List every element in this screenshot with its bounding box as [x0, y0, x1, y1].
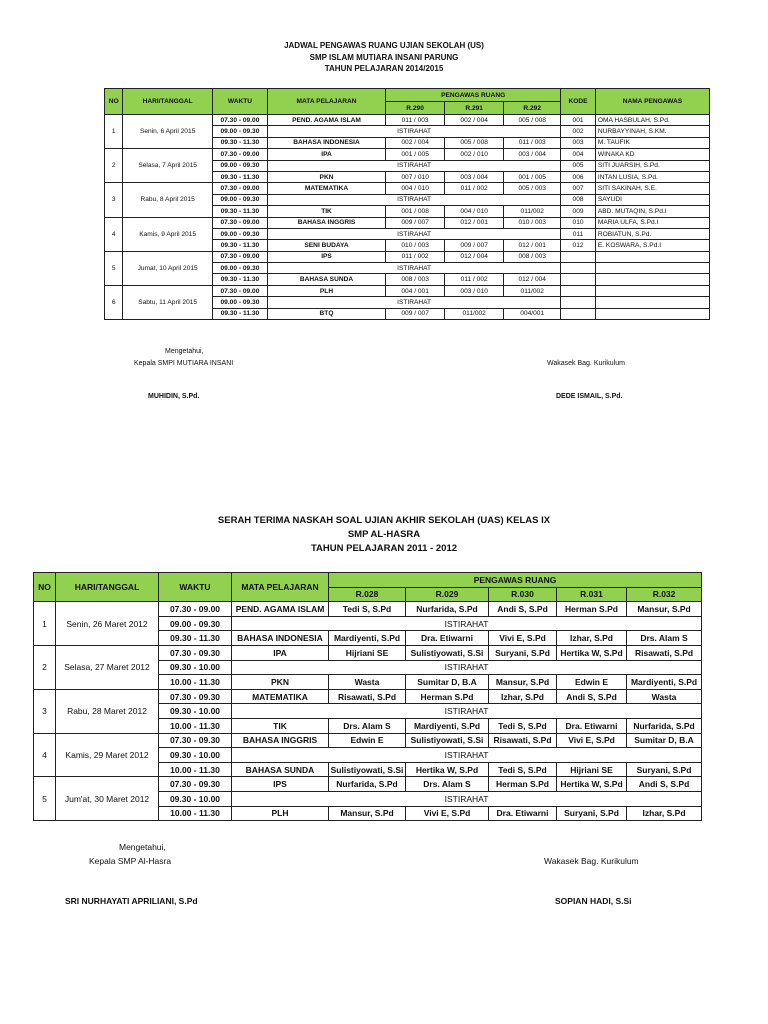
supervisor-name: INTAN LUSIA, S.Pd.: [595, 171, 709, 182]
room-cell: 011 / 003: [386, 115, 445, 126]
nama-header: NAMA PENGAWAS: [595, 89, 709, 115]
room-cell: Sulistiyowati, S.Si: [329, 762, 406, 777]
doc2-sign-left-label2: Kepala SMP Al-Hasra: [89, 856, 172, 866]
time-cell: 09.30 - 11.30: [212, 206, 267, 217]
subject-cell: BTQ: [267, 308, 385, 319]
room-cell: 010 / 003: [504, 217, 561, 228]
doc2-title-line: SERAH TERIMA NASKAH SOAL UJIAN AKHIR SEKOLAH (UAS) KELAS IX: [217, 515, 551, 526]
supervisor-name: M. TAUFIK: [595, 137, 709, 148]
day-date: Senin, 6 April 2015: [123, 115, 213, 149]
supervisor-name: OMA HASBULAH, S.Pd.: [595, 115, 709, 126]
room-cell: Vivi E, S.Pd: [489, 631, 557, 646]
supervisor-name: ROBIATUN, S.Pd.: [595, 228, 709, 239]
table-row: [105, 285, 710, 296]
room-cell: Hijriani SE: [329, 645, 406, 660]
supervisor-name-empty: [595, 274, 709, 285]
time-cell: 07.30 - 09.00: [212, 149, 267, 160]
room-cell: 004 / 010: [445, 206, 504, 217]
day-date: Kamis, 9 April 2015: [123, 217, 213, 251]
room-cell: 004 / 010: [386, 183, 445, 194]
doc2-title: [0, 514, 768, 556]
supervisor-name-empty: [595, 251, 709, 262]
day-date: Selasa, 7 April 2015: [123, 149, 213, 183]
room-cell: 004 / 001: [386, 285, 445, 296]
room-cell: 002 / 004: [445, 115, 504, 126]
time-header: WAKTU: [212, 89, 267, 115]
time-cell: 10.00 - 11.30: [159, 718, 232, 733]
subject-cell: PEND. AGAMA ISLAM: [267, 115, 385, 126]
break-cell: ISTIRAHAT: [267, 126, 560, 137]
pengawas-ruang-header: PENGAWAS RUANG: [386, 89, 561, 102]
room-cell: Dra. Etiwarni: [406, 631, 489, 646]
time-cell: 07.30 - 09.00: [212, 285, 267, 296]
day-date: Senin, 26 Maret 2012: [56, 602, 159, 646]
table-row: [34, 777, 702, 792]
supervisor-code-empty: [561, 285, 596, 296]
supervisor-name-empty: [595, 263, 709, 274]
doc1-sign-right-name: DEDE ISMAIL, S.Pd.: [556, 393, 623, 400]
time-cell: 10.00 - 11.30: [159, 762, 232, 777]
subject-cell: IPA: [267, 149, 385, 160]
room-cell: Wasta: [329, 675, 406, 690]
time-cell: 09.00 - 09.30: [212, 126, 267, 137]
room-cell: 003 / 004: [445, 171, 504, 182]
supervisor-code: 009: [561, 206, 596, 217]
day-header: HARI/TANGGAL: [123, 89, 213, 115]
subject-cell: PLH: [267, 285, 385, 296]
subject-cell: PKN: [232, 675, 329, 690]
doc1-sign-left-label1: Mengetahui,: [165, 348, 204, 355]
room-cell: 011/002: [445, 308, 504, 319]
day-number: 4: [34, 733, 56, 777]
room-cell: 003 / 004: [504, 149, 561, 160]
room-cell: Suryani, S.Pd: [557, 806, 627, 821]
supervisor-code: 011: [561, 228, 596, 239]
room-cell: Vivi E, S.Pd: [406, 806, 489, 821]
supervisor-code: 006: [561, 171, 596, 182]
doc2-sign-right-name: SOPIAN HADI, S.Si: [555, 896, 632, 906]
doc2-schedule-table: [33, 572, 702, 821]
day-number: 5: [34, 777, 56, 821]
supervisor-name: SAYUDI: [595, 194, 709, 205]
supervisor-name: SITI JUARSIH, S.Pd.: [595, 160, 709, 171]
room-cell: 011/002: [504, 206, 561, 217]
room-cell: 005 / 008: [504, 115, 561, 126]
no-header: NO: [105, 89, 123, 115]
table-row: [34, 689, 702, 704]
table-row: [34, 733, 702, 748]
room-cell: Andi S, S.Pd: [627, 777, 702, 792]
room-cell: Hertika W, S.Pd: [557, 645, 627, 660]
room-cell: 008 / 003: [504, 251, 561, 262]
room-cell: 001 / 005: [386, 149, 445, 160]
time-cell: 09.00 - 09.30: [212, 297, 267, 308]
subject-cell: PEND. AGAMA ISLAM: [232, 602, 329, 617]
room-cell: Andi S, S.Pd: [557, 689, 627, 704]
room-cell: Mardiyenti, S.Pd: [329, 631, 406, 646]
table-row: [34, 602, 702, 617]
room-cell: 001 / 008: [386, 206, 445, 217]
supervisor-code-empty: [561, 274, 596, 285]
room-cell: Mansur, S.Pd: [489, 675, 557, 690]
room-header: R.028: [329, 587, 406, 602]
room-cell: Tedi S, S.Pd: [489, 762, 557, 777]
doc1-sign-left-name: MUHIDIN, S.Pd.: [148, 393, 200, 400]
doc2-title-line: SMP AL-HASRA: [347, 529, 421, 540]
supervisor-code-empty: [561, 308, 596, 319]
break-cell: ISTIRAHAT: [267, 263, 560, 274]
room-cell: Hertika W, S.Pd: [557, 777, 627, 792]
supervisor-code: 004: [561, 149, 596, 160]
subject-cell: PKN: [267, 171, 385, 182]
supervisor-code-empty: [561, 251, 596, 262]
room-cell: 002 / 004: [386, 137, 445, 148]
day-number: 6: [105, 285, 123, 319]
room-cell: Mardiyenti, S.Pd: [406, 718, 489, 733]
room-cell: Drs. Alam S: [329, 718, 406, 733]
doc2-sign-left-name: SRI NURHAYATI APRILIANI, S.Pd: [65, 896, 198, 906]
subject-cell: MATEMATIKA: [267, 183, 385, 194]
break-cell: ISTIRAHAT: [232, 660, 702, 675]
time-cell: 07.30 - 09.30: [159, 777, 232, 792]
day-number: 2: [105, 149, 123, 183]
room-cell: 011 / 002: [445, 183, 504, 194]
doc1-schedule-table: [104, 88, 710, 320]
room-cell: 010 / 003: [386, 240, 445, 251]
room-cell: Tedi S, S.Pd: [329, 602, 406, 617]
supervisor-code: 001: [561, 115, 596, 126]
room-cell: Mansur, S.Pd: [627, 602, 702, 617]
subject-cell: TIK: [267, 206, 385, 217]
room-cell: 005 / 008: [445, 137, 504, 148]
time-cell: 07.30 - 09.00: [212, 115, 267, 126]
room-cell: 011 / 002: [386, 251, 445, 262]
room-cell: Nurfarida, S.Pd: [329, 777, 406, 792]
doc1-title: [0, 40, 768, 75]
table-row: [105, 217, 710, 228]
room-cell: 008 / 003: [386, 274, 445, 285]
supervisor-code-empty: [561, 263, 596, 274]
room-cell: Hijriani SE: [557, 762, 627, 777]
time-cell: 07.30 - 09.00: [212, 251, 267, 262]
day-number: 4: [105, 217, 123, 251]
supervisor-name: NURBAYYINAH, S.KM.: [595, 126, 709, 137]
table-row: [105, 149, 710, 160]
room-cell: Dra. Etiwarni: [489, 806, 557, 821]
doc2-sign-left-label1: Mengetahui,: [119, 842, 166, 852]
room-header: R.291: [445, 102, 504, 115]
room-cell: Izhar, S.Pd: [557, 631, 627, 646]
room-cell: 003 / 010: [445, 285, 504, 296]
room-cell: 011 / 002: [445, 274, 504, 285]
supervisor-code: 003: [561, 137, 596, 148]
time-cell: 09.30 - 11.30: [212, 308, 267, 319]
room-cell: 009 / 007: [445, 240, 504, 251]
room-cell: Tedi S, S.Pd: [489, 718, 557, 733]
table-row: [105, 251, 710, 262]
time-cell: 09.00 - 09.30: [159, 616, 232, 631]
room-cell: Vivi E, S.Pd: [557, 733, 627, 748]
break-cell: ISTIRAHAT: [232, 791, 702, 806]
room-header: R.031: [557, 587, 627, 602]
time-cell: 09.30 - 10.00: [159, 704, 232, 719]
subject-cell: BAHASA INGGRIS: [267, 217, 385, 228]
time-cell: 09.00 - 09.30: [212, 263, 267, 274]
room-cell: 005 / 003: [504, 183, 561, 194]
day-date: Jumat, 10 April 2015: [123, 251, 213, 285]
day-date: Rabu, 28 Maret 2012: [56, 689, 159, 733]
time-cell: 10.00 - 11.30: [159, 675, 232, 690]
break-cell: ISTIRAHAT: [232, 704, 702, 719]
room-cell: Hertika W, S.Pd: [406, 762, 489, 777]
doc2-title-line: TAHUN PELAJARAN 2011 - 2012: [310, 543, 458, 554]
doc1-title-line: TAHUN PELAJARAN 2014/2015: [324, 64, 444, 73]
room-cell: 001 / 005: [504, 171, 561, 182]
room-cell: 009 / 007: [386, 308, 445, 319]
room-cell: Andi S, S.Pd: [489, 602, 557, 617]
day-date: Rabu, 8 April 2015: [123, 183, 213, 217]
room-cell: Herman S.Pd: [406, 689, 489, 704]
room-cell: Risawati, S.Pd: [489, 733, 557, 748]
supervisor-name-empty: [595, 285, 709, 296]
time-cell: 09.00 - 09.30: [212, 160, 267, 171]
supervisor-name: WINAKA KD: [595, 149, 709, 160]
room-header: R.290: [386, 102, 445, 115]
time-cell: 09.30 - 10.00: [159, 791, 232, 806]
room-cell: Mardiyenti, S.Pd: [627, 675, 702, 690]
room-header: R.032: [627, 587, 702, 602]
room-cell: Izhar, S.Pd: [627, 806, 702, 821]
supervisor-name: MARIA ULFA, S.Pd.I: [595, 217, 709, 228]
time-cell: 09.30 - 10.00: [159, 748, 232, 763]
room-cell: Izhar, S.Pd: [489, 689, 557, 704]
time-cell: 09.30 - 11.30: [212, 137, 267, 148]
doc1-title-line: JADWAL PENGAWAS RUANG UJIAN SEKOLAH (US): [284, 41, 484, 50]
doc1-title-line: SMP ISLAM MUTIARA INSANI PARUNG: [309, 52, 459, 62]
time-cell: 09.30 - 11.30: [159, 631, 232, 646]
kode-header: KODE: [561, 89, 596, 115]
day-date: Sabtu, 11 April 2015: [123, 285, 213, 319]
day-number: 2: [34, 645, 56, 689]
time-cell: 07.30 - 09.00: [159, 602, 232, 617]
room-header: R.030: [489, 587, 557, 602]
room-cell: Nurfarida, S.Pd: [627, 718, 702, 733]
room-cell: Risawati, S.Pd: [329, 689, 406, 704]
room-cell: Suryani, S.Pd: [489, 645, 557, 660]
subject-cell: BAHASA SUNDA: [232, 762, 329, 777]
supervisor-name-empty: [595, 297, 709, 308]
break-cell: ISTIRAHAT: [267, 194, 560, 205]
supervisor-name: ABD. MUTAQIN, S.Pd.I: [595, 206, 709, 217]
room-cell: 012 / 004: [504, 274, 561, 285]
supervisor-code: 010: [561, 217, 596, 228]
subject-cell: BAHASA INDONESIA: [232, 631, 329, 646]
subject-cell: BAHASA SUNDA: [267, 274, 385, 285]
time-cell: 09.30 - 11.30: [212, 274, 267, 285]
doc1-sign-left-label2: Kepala SMPI MUTIARA INSANI: [134, 360, 234, 367]
room-cell: 011 / 003: [504, 137, 561, 148]
room-cell: 012 / 001: [445, 217, 504, 228]
day-number: 3: [34, 689, 56, 733]
room-cell: Mansur, S.Pd: [329, 806, 406, 821]
break-cell: ISTIRAHAT: [232, 748, 702, 763]
room-cell: 011/002: [504, 285, 561, 296]
room-cell: Edwin E: [557, 675, 627, 690]
room-cell: Sumitar D, B.A: [627, 733, 702, 748]
time-header: WAKTU: [159, 573, 232, 602]
subject-cell: TIK: [232, 718, 329, 733]
room-cell: Sulistiyowati, S.Si: [406, 733, 489, 748]
day-date: Selasa, 27 Maret 2012: [56, 645, 159, 689]
subject-cell: IPS: [267, 251, 385, 262]
pengawas-ruang-header: PENGAWAS RUANG: [329, 573, 702, 588]
subject-header: MATA PELAJARAN: [267, 89, 385, 115]
room-cell: Wasta: [627, 689, 702, 704]
day-number: 3: [105, 183, 123, 217]
room-cell: Sumitar D, B.A: [406, 675, 489, 690]
table-row: [34, 645, 702, 660]
time-cell: 07.30 - 09.00: [212, 217, 267, 228]
time-cell: 09.30 - 11.30: [212, 171, 267, 182]
subject-cell: BAHASA INDONESIA: [267, 137, 385, 148]
supervisor-code: 005: [561, 160, 596, 171]
header-row: [34, 573, 702, 588]
room-cell: 012 / 001: [504, 240, 561, 251]
room-cell: Herman S.Pd: [557, 602, 627, 617]
room-cell: Drs. Alam S: [627, 631, 702, 646]
room-cell: Drs. Alam S: [406, 777, 489, 792]
subject-cell: IPS: [232, 777, 329, 792]
day-number: 1: [105, 115, 123, 149]
subject-cell: BAHASA INGGRIS: [232, 733, 329, 748]
room-cell: 009 / 007: [386, 217, 445, 228]
day-date: Jum'at, 30 Maret 2012: [56, 777, 159, 821]
room-cell: Herman S.Pd: [489, 777, 557, 792]
room-cell: Dra. Etiwarni: [557, 718, 627, 733]
day-header: HARI/TANGGAL: [56, 573, 159, 602]
supervisor-code-empty: [561, 297, 596, 308]
subject-cell: MATEMATIKA: [232, 689, 329, 704]
room-header: R.029: [406, 587, 489, 602]
day-number: 1: [34, 602, 56, 646]
no-header: NO: [34, 573, 56, 602]
room-cell: 002 / 010: [445, 149, 504, 160]
time-cell: 09.00 - 09.30: [212, 194, 267, 205]
room-cell: 004/001: [504, 308, 561, 319]
supervisor-code: 012: [561, 240, 596, 251]
time-cell: 07.30 - 09.00: [212, 183, 267, 194]
doc2-sign-right-label: Wakasek Bag. Kurikulum: [544, 856, 639, 866]
supervisor-code: 002: [561, 126, 596, 137]
time-cell: 10.00 - 11.30: [159, 806, 232, 821]
time-cell: 09.30 - 10.00: [159, 660, 232, 675]
break-cell: ISTIRAHAT: [267, 297, 560, 308]
supervisor-name: SITI SAKINAH, S.E.: [595, 183, 709, 194]
supervisor-name: E. KOSWARA, S.Pd.I: [595, 240, 709, 251]
room-cell: Sulistiyowati, S.Si: [406, 645, 489, 660]
table-row: [105, 183, 710, 194]
room-cell: Risawati, S.Pd: [627, 645, 702, 660]
break-cell: ISTIRAHAT: [267, 228, 560, 239]
day-number: 5: [105, 251, 123, 285]
supervisor-code: 007: [561, 183, 596, 194]
break-cell: ISTIRAHAT: [267, 160, 560, 171]
time-cell: 07.30 - 09.30: [159, 645, 232, 660]
subject-cell: SENI BUDAYA: [267, 240, 385, 251]
time-cell: 09.30 - 11.30: [212, 240, 267, 251]
room-header: R.292: [504, 102, 561, 115]
day-date: Kamis, 29 Maret 2012: [56, 733, 159, 777]
subject-cell: PLH: [232, 806, 329, 821]
supervisor-name-empty: [595, 308, 709, 319]
subject-header: MATA PELAJARAN: [232, 573, 329, 602]
subject-cell: IPA: [232, 645, 329, 660]
time-cell: 07.30 - 09.30: [159, 733, 232, 748]
header-row: [105, 89, 710, 102]
room-cell: Edwin E: [329, 733, 406, 748]
time-cell: 09.00 - 09.30: [212, 228, 267, 239]
room-cell: Suryani, S.Pd: [627, 762, 702, 777]
room-cell: Nurfarida, S.Pd: [406, 602, 489, 617]
time-cell: 07.30 - 09.30: [159, 689, 232, 704]
room-cell: 007 / 010: [386, 171, 445, 182]
room-cell: 012 / 004: [445, 251, 504, 262]
doc1-sign-right-label: Wakasek Bag. Kurikulum: [547, 360, 625, 367]
table-row: [105, 115, 710, 126]
supervisor-code: 008: [561, 194, 596, 205]
break-cell: ISTIRAHAT: [232, 616, 702, 631]
